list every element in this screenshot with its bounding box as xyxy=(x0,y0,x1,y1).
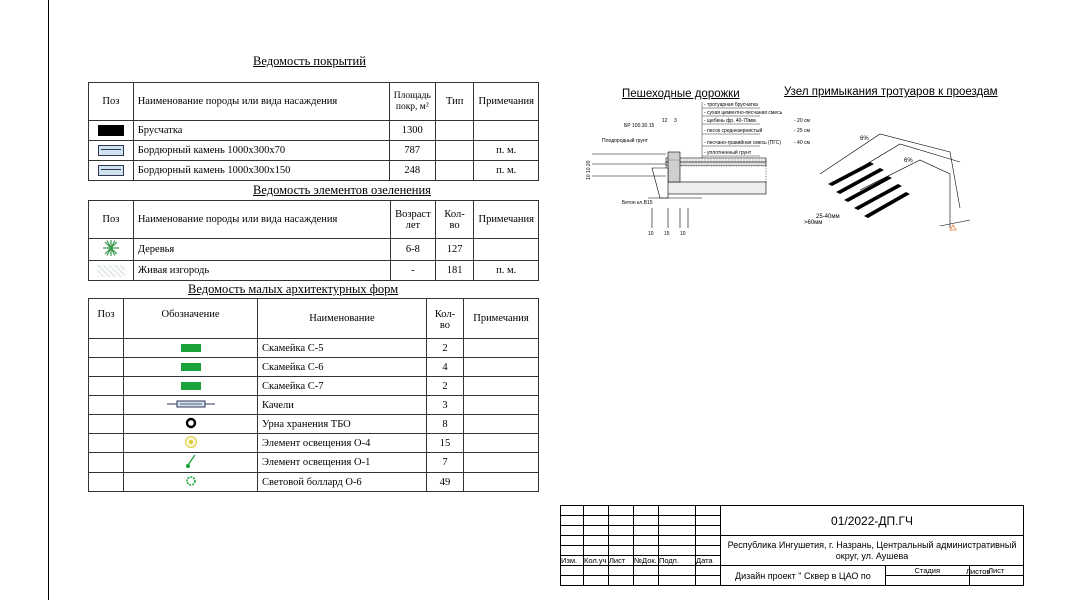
layer-label: - сухая цементно-песчаная смесь xyxy=(704,110,783,116)
row-area: 1300 xyxy=(389,121,435,141)
row-note: п. м. xyxy=(474,141,539,161)
lamp-o4-icon xyxy=(184,435,198,449)
row-count: 49 xyxy=(427,473,464,492)
sheets-header: Листов xyxy=(966,567,991,576)
layer-label: - щебень фр. 40-70мм. xyxy=(704,118,757,124)
depth-label: - 25 см xyxy=(794,128,810,134)
header-notes: Примечания xyxy=(464,299,539,339)
row-count: 127 xyxy=(435,239,474,261)
maf-table xyxy=(88,298,539,492)
header-symbol: Обозначение xyxy=(124,299,258,339)
maf-title: Ведомость малых архитектурных форм xyxy=(188,282,399,296)
row-count: 4 xyxy=(427,358,464,377)
project-name: Дизайн проект " Сквер в ЦАО по xyxy=(721,566,886,586)
row-count: 181 xyxy=(435,261,474,281)
table-row xyxy=(89,339,539,358)
dim-vertical-label: 10 10 20 xyxy=(586,160,592,180)
header-count: Кол-во xyxy=(435,201,474,239)
black-rect-icon xyxy=(98,125,124,136)
document-code: 01/2022-ДП.ГЧ xyxy=(721,506,1024,536)
row-name: Живая изгородь xyxy=(133,261,390,281)
bench-icon xyxy=(181,344,201,352)
stamp-header: Изм. xyxy=(561,556,584,566)
table-row xyxy=(89,434,539,453)
row-name: Скамейка С-6 xyxy=(258,358,427,377)
row-type xyxy=(435,161,474,181)
bench-icon xyxy=(181,382,201,390)
greenery-title: Ведомость элементов озеленения xyxy=(253,183,431,197)
dim-label: 25-40мм xyxy=(816,214,840,220)
row-name: Брусчатка xyxy=(133,121,389,141)
stamp-header: Дата xyxy=(696,556,721,566)
slope-label: 6% xyxy=(904,158,913,164)
coverings-table xyxy=(88,82,539,181)
address: Республика Ингушетия, г. Назрань, Центральный административный округ, ул. Аушева xyxy=(721,536,1024,566)
row-age: - xyxy=(391,261,436,281)
dim-label: 3 xyxy=(674,118,677,124)
dim-label: 15 xyxy=(664,231,670,237)
row-count: 8 xyxy=(427,415,464,434)
depth-label: - 20 см xyxy=(794,118,810,124)
header-pos: Поз xyxy=(89,201,134,239)
row-count: 2 xyxy=(427,339,464,358)
row-count: 2 xyxy=(427,377,464,396)
row-name: Световой боллард О-6 xyxy=(258,473,427,492)
row-name: Качели xyxy=(258,396,427,415)
slope-label: 6% xyxy=(860,136,869,142)
layer-label: - песчано-гравийная смесь (ПГС) xyxy=(704,140,782,146)
header-type: Тип xyxy=(435,83,474,121)
row-name: Скамейка С-5 xyxy=(258,339,427,358)
lamp-o1-icon xyxy=(184,453,198,469)
row-note xyxy=(474,239,539,261)
layer-label: - песок среднезернистый xyxy=(704,128,763,134)
row-name: Бордюрный камень 1000х300х150 xyxy=(133,161,389,181)
table-row xyxy=(89,453,539,473)
sheet-header: Лист xyxy=(969,566,1023,576)
table-row xyxy=(89,473,539,492)
curb-stone-icon xyxy=(98,145,124,156)
coverings-title: Ведомость покрытий xyxy=(253,54,366,68)
row-age: 6-8 xyxy=(391,239,436,261)
row-note: п. м. xyxy=(474,161,539,181)
stamp-header: Подп. xyxy=(659,556,696,566)
row-area: 248 xyxy=(389,161,435,181)
bollard-icon xyxy=(185,475,197,487)
table-row xyxy=(89,121,539,141)
stage-header: Стадия xyxy=(886,566,970,576)
soil-label: Плодородный грунт xyxy=(602,138,648,144)
header-name: Наименование породы или вида насаждения xyxy=(133,83,389,121)
row-name: Скамейка С-7 xyxy=(258,377,427,396)
dim-label: 10 xyxy=(680,231,686,237)
table-row xyxy=(89,396,539,415)
table-row xyxy=(89,161,539,181)
stamp-header: Кол.уч xyxy=(584,556,607,565)
header-notes: Примечания xyxy=(474,201,539,239)
header-name: Наименование xyxy=(258,299,427,339)
junction-title: Узел примыкания тротуаров к проездам xyxy=(784,86,998,98)
row-count: 15 xyxy=(427,434,464,453)
layer-label: - тротуарная брусчатка xyxy=(704,102,758,108)
row-count: 7 xyxy=(427,453,464,473)
row-note xyxy=(474,121,539,141)
row-count: 3 xyxy=(427,396,464,415)
header-name: Наименование породы или вида насаждения xyxy=(133,201,390,239)
concrete-label: Бетон кл.В15 xyxy=(622,200,653,206)
row-name: Элемент освещения О-1 xyxy=(258,453,427,473)
junction-drawing xyxy=(800,100,980,240)
header-area: Площадь покр, м² xyxy=(389,83,435,121)
header-pos: Поз xyxy=(89,299,124,339)
depth-label: - 40 см xyxy=(794,140,810,146)
header-count: Кол-во xyxy=(427,299,464,339)
table-row xyxy=(89,377,539,396)
row-type xyxy=(435,141,474,161)
bench-icon xyxy=(181,363,201,371)
row-type xyxy=(435,121,474,141)
layer-label: - уплотненный грунт xyxy=(704,150,752,156)
header-pos: Поз xyxy=(89,83,134,121)
row-note: п. м. xyxy=(474,261,539,281)
table-row xyxy=(89,415,539,434)
header-age: Возраст лет xyxy=(391,201,436,239)
header-notes: Примечания xyxy=(474,83,539,121)
trash-bin-icon xyxy=(185,417,197,429)
curb-stone-icon xyxy=(98,165,124,176)
stamp-header: №Док. xyxy=(634,556,657,565)
walkway-section-drawing xyxy=(582,98,810,238)
walkways-title: Пешеходные дорожки xyxy=(622,88,740,100)
table-row xyxy=(89,141,539,161)
stamp-header: Лист xyxy=(609,556,634,566)
table-row xyxy=(89,358,539,377)
row-name: Деревья xyxy=(133,239,390,261)
row-area: 787 xyxy=(389,141,435,161)
dim-label: >60мм xyxy=(804,220,823,226)
table-row xyxy=(89,261,539,281)
dim-label: 12 xyxy=(662,118,668,124)
curb-label: БР 100.30.15 xyxy=(624,123,655,129)
greenery-table xyxy=(88,200,539,281)
row-name: Урна хранения ТБО xyxy=(258,415,427,434)
row-name: Бордюрный камень 1000х300х70 xyxy=(133,141,389,161)
hedge-icon xyxy=(97,265,125,277)
swing-icon xyxy=(167,400,215,408)
title-block xyxy=(560,505,1024,586)
table-row xyxy=(89,239,539,261)
dim-label: 10 xyxy=(648,231,654,237)
row-name: Элемент освещения О-4 xyxy=(258,434,427,453)
tree-icon xyxy=(101,239,121,257)
